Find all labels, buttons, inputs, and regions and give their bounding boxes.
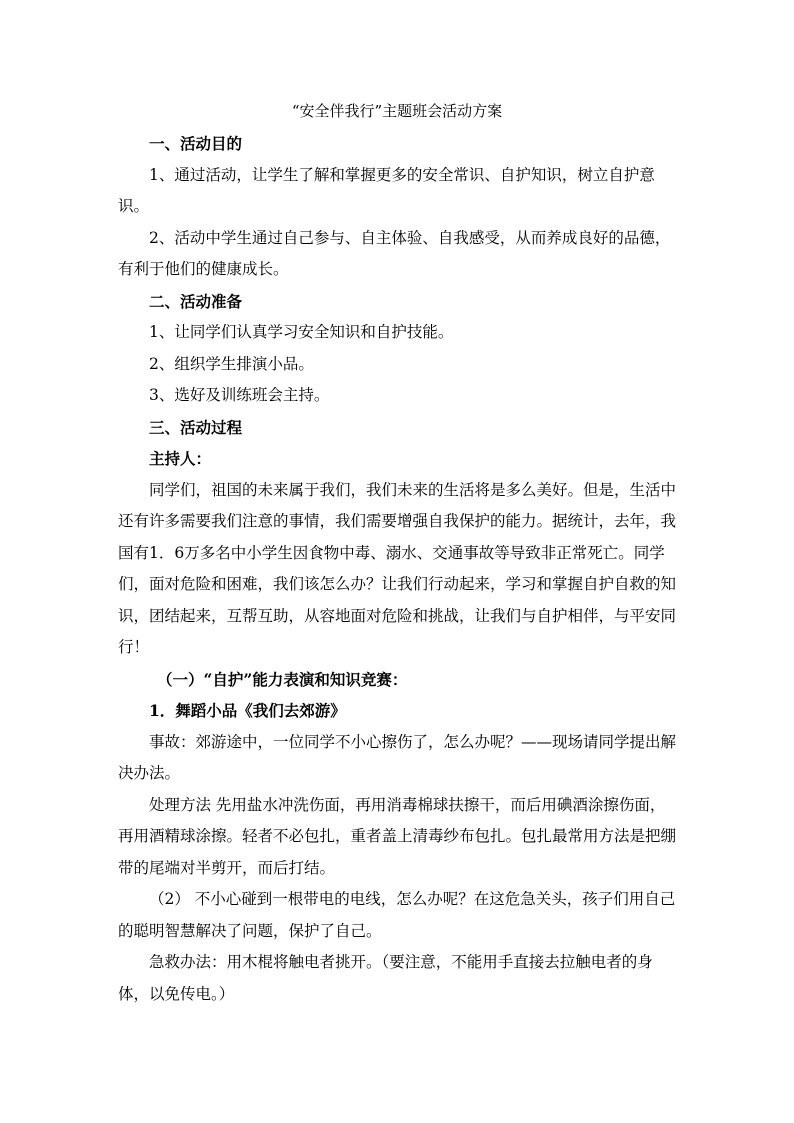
paragraph: 事故：郊游途中，一位同学不小心擦伤了，怎么办呢？——现场请同学提出解决办法。 [118, 732, 677, 782]
paragraph: 3、选好及训练班会主持。 [149, 386, 330, 404]
paragraph: 急救办法：用木棍将触电者挑开。（要注意，不能用手直接去拉触电者的身体，以免传电。） [118, 953, 653, 1003]
paragraph: 2、组织学生排演小品。 [149, 354, 314, 373]
paragraph: 同学们，祖国的未来属于我们，我们未来的生活将是多么美好。但是，生活中还有许多需要我们注意的事情，我们需要增强自我保护的能力。据统计，去年，我国有1．6万多名中小学生因食物中毒、溺水、交通事故等导致非正常死亡。同学们，面对危险和困难，我们该怎么办？让我们行动起来，学习和掌握自护自救的知识，团结起来，互帮互助，从容地面对危险和挑战，让我们与自护相伴，与平安同行！ [118, 480, 677, 656]
paragraph: 处理方法 先用盐水冲洗伤面，再用消毒棉球扶擦干，而后用碘酒涂擦伤面，再用酒精球涂擦。轻者不必包扎，重者盖上清毒纱布包扎。包扎最常用方法是把绷带的尾端对半剪开，而后打结。 [118, 795, 677, 877]
document-body [118, 128, 678, 1010]
paragraph: 1、让同学们认真学习安全知识和自护技能。 [149, 323, 454, 341]
paragraph: （2） 不小心碰到一根带电的电线，怎么办呢？在这危急关头，孩子们用自己的聪明智慧解决了问题，保护了自己。 [118, 890, 676, 940]
item-heading: 1．舞蹈小品《我们去郊游》 [149, 701, 346, 720]
subsection-heading: （一）“自护”能力表演和知识竞赛： [157, 669, 408, 689]
section-heading-purpose: 一、活动目的 [149, 134, 243, 153]
section-heading-preparation: 二、活动准备 [149, 291, 243, 311]
paragraph: 2、活动中学生通过自己参与、自主体验、自我感受，从而养成良好的品德，有利于他们的健康成长。 [118, 228, 671, 278]
document-title: “安全伴我行”主题班会活动方案 [291, 102, 503, 120]
host-label: 主持人： [149, 449, 212, 468]
paragraph: 1、通过活动，让学生了解和掌握更多的安全常识、自护知识，树立自护意识。 [118, 165, 655, 215]
section-heading-process: 三、活动过程 [149, 417, 243, 437]
